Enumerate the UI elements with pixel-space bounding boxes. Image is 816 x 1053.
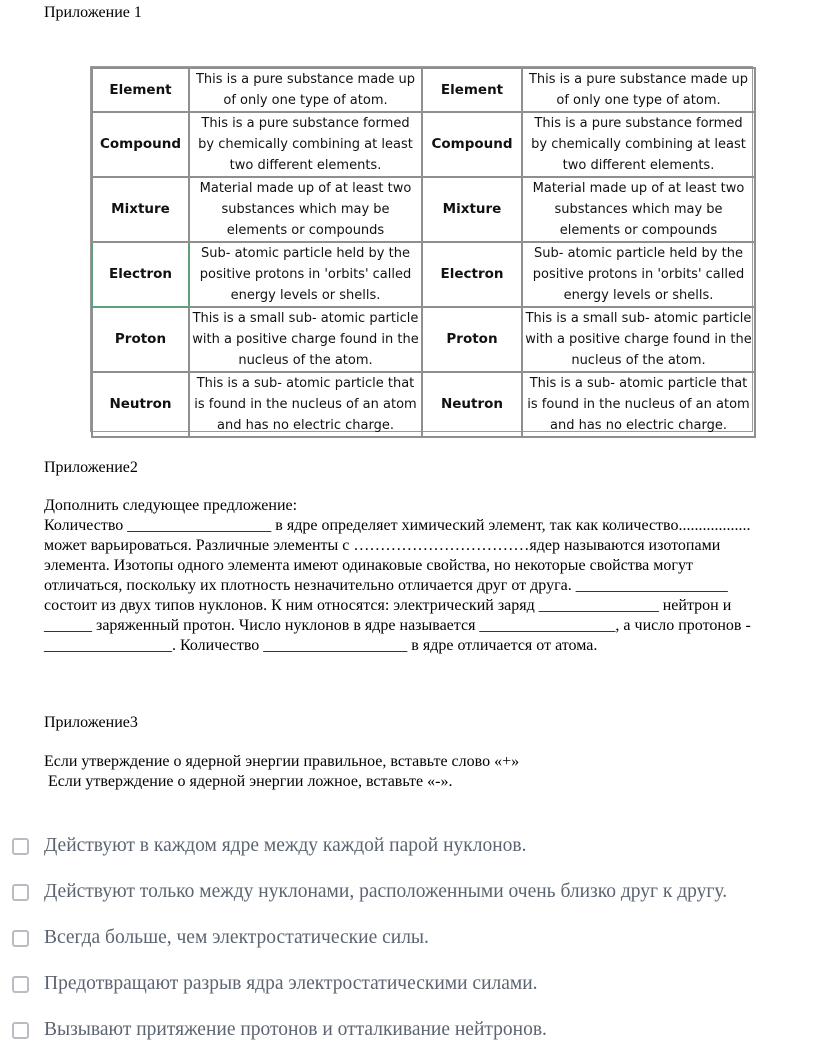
list-item[interactable] [10,961,810,1007]
list-item[interactable] [10,1007,810,1053]
definition-cell-electron-copy: Sub- atomic particle held by the positive protons in 'orbits' called energy levels or shells. [522,242,755,307]
statement-label: Действуют только между нуклонами, расположенными очень близко друг к другу. [44,881,728,902]
checkbox[interactable] [12,930,29,947]
statement-label: Действуют в каждом ядре между каждой парой нуклонов. [44,835,527,856]
checkbox[interactable] [12,884,29,901]
definition-cell-compound: This is a pure substance formed by chemically combining at least two different elements. [189,112,422,177]
appendix3-heading: Приложение3 [44,714,138,731]
statement-label: Всегда больше, чем электростатические силы. [44,927,429,948]
statement-label: Вызывают притяжение протонов и отталкивание нейтронов. [44,1019,547,1040]
term-cell-mixture: Mixture [92,177,189,242]
definition-cell-element-copy: This is a pure substance made up of only one type of atom. [522,68,755,112]
term-cell-element-copy: Element [422,68,522,112]
fill-in-exercise [44,496,764,656]
definitions-table-grid [91,67,756,438]
term-cell-electron-copy: Electron [422,242,522,307]
term-cell-compound-copy: Compound [422,112,522,177]
definition-cell-mixture: Material made up of at least two substances which may be elements or compounds [189,177,422,242]
definition-cell-neutron-copy: This is a sub- atomic particle that is found in the nucleus of an atom and has no electric charge. [522,372,755,437]
term-cell-compound: Compound [92,112,189,177]
instruction-false: Если утверждение о ядерной энергии ложное, вставьте «-». [44,773,453,790]
term-cell-electron: Electron [92,242,189,307]
term-cell-mixture-copy: Mixture [422,177,522,242]
term-cell-neutron-copy: Neutron [422,372,522,437]
term-cell-neutron: Neutron [92,372,189,437]
table-row [92,242,755,307]
definition-cell-electron: Sub- atomic particle held by the positive protons in 'orbits' called energy levels or shells. [189,242,422,307]
exercise-instruction: Дополнить следующее предложение: [44,497,298,514]
true-false-instructions [44,752,764,792]
definition-cell-neutron: This is a sub- atomic particle that is found in the nucleus of an atom and has no electric charge. [189,372,422,437]
statement-checklist [10,823,810,1053]
table-row [92,68,755,112]
definition-cell-element: This is a pure substance made up of only one type of atom. [189,68,422,112]
table-row [92,372,755,437]
table-row [92,307,755,372]
definitions-table [90,66,753,432]
term-cell-element: Element [92,68,189,112]
exercise-text: Количество __________________ в ядре определяет химический элемент, так как количество.................. может варьироваться. Различные элементы с ……………………………ядер называются изотопами элемента. Изотопы одного элемента имеют одинаковые свойства, но некоторые свойства могут отличаться, поскольку их плотность незначительно отличается друг от друга. ___________________ состоит из двух типов нуклонов. К ним относятся: электрический заряд _______________ нейтрон и ______ заряженный протон. Число нуклонов в ядре называется _________________, а число протонов - ________________. Количество __________________ в ядре отличается от атома. [44,517,751,654]
instruction-true: Если утверждение о ядерной энергии правильное, вставьте слово «+» [44,753,520,770]
definition-cell-compound-copy: This is a pure substance formed by chemically combining at least two different elements. [522,112,755,177]
checkbox[interactable] [12,838,29,855]
term-cell-proton: Proton [92,307,189,372]
list-item[interactable] [10,915,810,961]
definition-cell-proton-copy: This is a small sub- atomic particle with a positive charge found in the nucleus of the atom. [522,307,755,372]
statement-label: Предотвращают разрыв ядра электростатическими силами. [44,973,538,994]
definition-cell-mixture-copy: Material made up of at least two substances which may be elements or compounds [522,177,755,242]
term-cell-proton-copy: Proton [422,307,522,372]
list-item[interactable] [10,823,810,869]
checkbox[interactable] [12,1022,29,1039]
list-item[interactable] [10,869,810,915]
table-row [92,177,755,242]
definition-cell-proton: This is a small sub- atomic particle with a positive charge found in the nucleus of the atom. [189,307,422,372]
table-row [92,112,755,177]
appendix2-heading: Приложение2 [44,459,138,476]
appendix1-heading: Приложение 1 [44,4,142,21]
checkbox[interactable] [12,976,29,993]
